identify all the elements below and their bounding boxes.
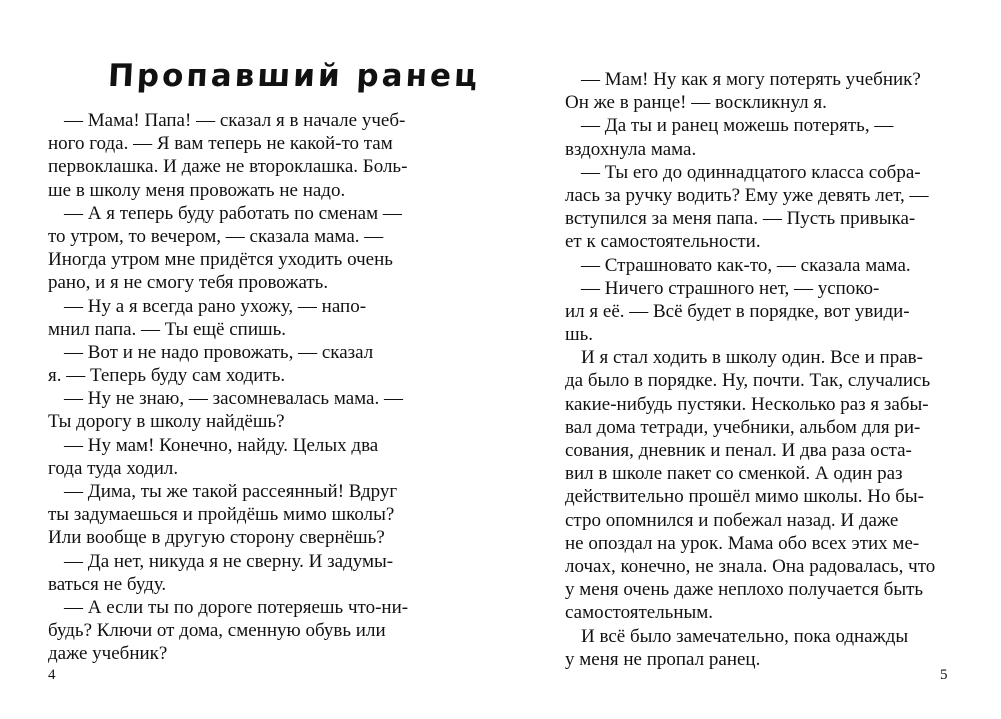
text-line: вздохнула мама. <box>565 138 697 160</box>
text-line: Иногда утром мне придётся уходить очень <box>48 249 393 271</box>
text-line: рано, и я не смогу тебя провожать. <box>48 272 329 294</box>
text-line: — Да нет, никуда я не сверну. И задумы- <box>64 550 394 572</box>
text-line: то утром, то вечером, — сказала мама. — <box>48 225 384 247</box>
text-line: — А я теперь буду работать по сменам — <box>64 202 402 224</box>
text-line: ет к самостоятельности. <box>565 231 761 253</box>
text-line: — Ты его до одиннадцатого класса собра- <box>581 161 921 183</box>
text-line: — Вот и не надо провожать, — сказал <box>64 341 374 363</box>
text-line: вил в школе пакет со сменкой. А один раз <box>565 463 903 485</box>
text-line: — Ну а я всегда рано ухожу, — напо- <box>64 295 367 317</box>
text-line: Или вообще в другую сторону свернёшь? <box>48 527 385 549</box>
text-line: И всё было замечательно, пока однажды <box>581 625 909 647</box>
text-line: — Страшновато как-то, — сказала мама. <box>581 254 911 276</box>
text-line: ты задумаешься и пройдёшь мимо школы? <box>48 504 395 526</box>
text-line: года туда ходил. <box>48 457 179 479</box>
text-line: — Да ты и ранец можешь потерять, — <box>581 115 894 137</box>
text-line: лочах, конечно, не знала. Она радовалась, что <box>565 555 936 577</box>
text-line: шь. <box>565 324 594 346</box>
text-line: — Ну не знаю, — засомневалась мама. — <box>64 388 403 410</box>
left-page-text <box>48 109 408 666</box>
text-line: действительно прошёл мимо школы. Но бы- <box>565 486 924 508</box>
text-line: у меня очень даже неплохо получается быть <box>565 579 924 601</box>
text-line: — Мам! Ну как я могу потерять учебник? <box>581 69 921 90</box>
left-page-number: 4 <box>48 667 56 683</box>
text-line: — Ничего страшного нет, — успоко- <box>581 277 880 299</box>
text-line: ше в школу меня провожать не надо. <box>48 179 346 201</box>
text-line: мнил папа. — Ты ещё спишь. <box>48 318 287 340</box>
text-line: да было в порядке. Ну, почти. Так, случались <box>565 370 931 392</box>
left-page <box>0 0 500 719</box>
text-line: ил я её. — Всё будет в порядке, вот увиди- <box>565 300 910 322</box>
right-page <box>500 0 1000 719</box>
text-line: И я стал ходить в школу один. Все и прав- <box>581 347 923 369</box>
text-line: — Ну мам! Конечно, найду. Целых два <box>64 434 379 456</box>
text-line: какие-нибудь пустяки. Несколько раз я забы- <box>565 393 929 415</box>
right-page-number: 5 <box>940 667 948 683</box>
text-line: лась за ручку водить? Ему уже девять лет, — <box>565 184 929 206</box>
text-line: Он же в ранце! — воскликнул я. <box>565 92 827 114</box>
text-line: я. — Теперь буду сам ходить. <box>48 365 286 387</box>
text-line: будь? Ключи от дома, сменную обувь или <box>48 620 386 642</box>
text-line: вступился за меня папа. — Пусть привыка- <box>565 208 916 230</box>
text-line: не опоздал на урок. Мама обо всех этих ме- <box>565 532 920 554</box>
text-line: — А если ты по дороге потеряешь что-ни- <box>64 596 409 618</box>
text-line: Ты дорогу в школу найдёшь? <box>48 411 285 433</box>
text-line: — Дима, ты же такой рассеянный! Вдруг <box>64 481 398 502</box>
text-line: сования, дневник и пенал. И два раза оста- <box>565 440 912 461</box>
text-line: первоклашка. И даже не второклашка. Боль- <box>48 156 408 178</box>
chapter-title: Пропавший ранец <box>107 58 482 94</box>
text-line: ваться не буду. <box>48 573 167 595</box>
text-line: самостоятельным. <box>565 602 714 624</box>
right-page-text <box>565 68 935 671</box>
text-line: вал дома тетради, учебники, альбом для ри- <box>565 416 921 438</box>
text-line: — Мама! Папа! — сказал я в начале учеб- <box>64 110 406 131</box>
text-line: даже учебник? <box>48 643 168 665</box>
text-line: у меня не пропал ранец. <box>565 648 761 670</box>
text-line: стро опомнился и побежал назад. И даже <box>565 509 899 531</box>
text-line: ного года. — Я вам теперь не какой-то там <box>48 133 393 155</box>
